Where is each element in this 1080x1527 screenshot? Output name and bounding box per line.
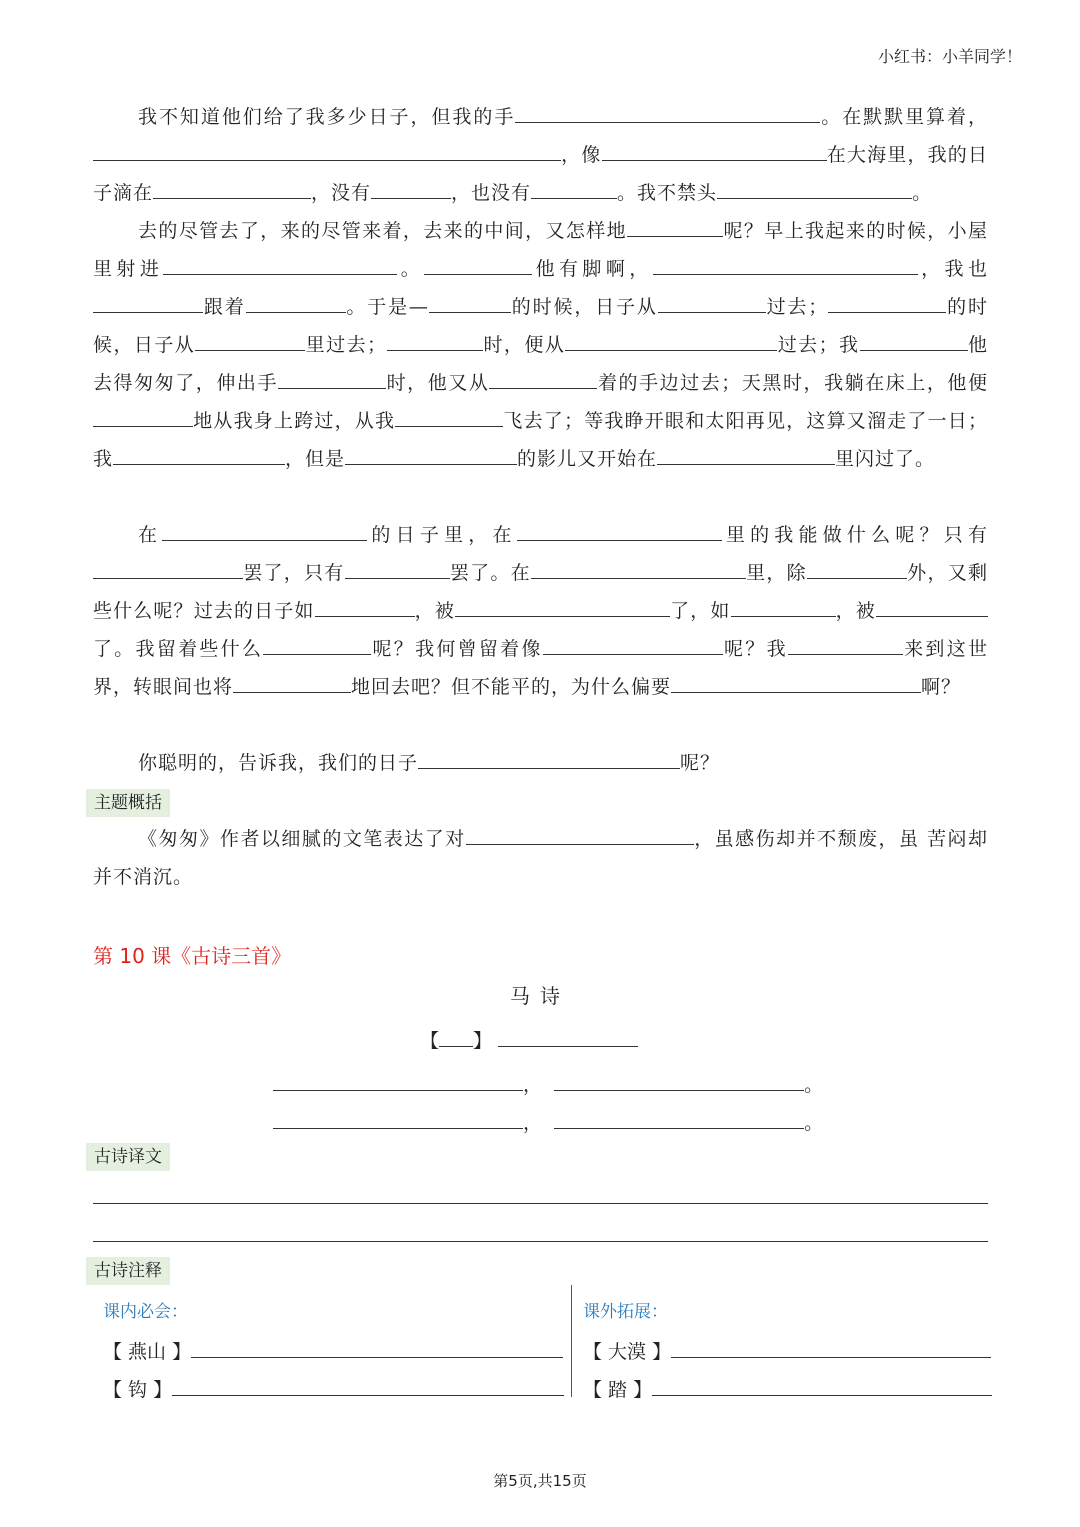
dynasty-blank[interactable] — [439, 1022, 473, 1047]
translation-line-1[interactable] — [93, 1203, 988, 1204]
fill-blank[interactable] — [657, 440, 835, 465]
poem-line-2: ， 。 — [273, 1104, 823, 1135]
extension-heading: 课外拓展： — [583, 1302, 668, 1322]
fill-blank[interactable] — [489, 364, 597, 389]
passage-paragraph-3: 在 的日子里，在 里的我能做什么呢？只有罢了，只有 罢了。在 里，除 外，又剩些什么呢？过去的日子如 ，被 了，如 ，被了。我留着些什么 呢？我何曾留着像 呢？我 来到这世界，转眼间也将 地回去吧？但不能平的，为什么偏要 啊？ — [93, 516, 988, 706]
fill-blank[interactable] — [429, 288, 511, 313]
poem-title: 马诗 — [510, 984, 570, 1008]
notes-tag: 古诗注释 — [86, 1257, 170, 1285]
fill-blank[interactable] — [788, 630, 903, 655]
fill-blank[interactable] — [627, 212, 723, 237]
lesson-title: 第 10 课《古诗三首》 — [93, 944, 292, 968]
in-class-heading: 课内必会： — [103, 1302, 188, 1322]
fill-blank[interactable] — [807, 554, 907, 579]
fill-blank[interactable] — [263, 630, 371, 655]
column-divider — [571, 1285, 572, 1397]
fill-blank[interactable] — [233, 668, 351, 693]
fill-blank[interactable] — [531, 174, 617, 199]
fill-blank[interactable] — [554, 1104, 804, 1129]
fill-blank[interactable] — [93, 554, 243, 579]
fill-blank[interactable] — [246, 288, 346, 313]
fill-blank[interactable] — [371, 174, 451, 199]
fill-blank[interactable] — [163, 250, 397, 275]
fill-blank[interactable] — [162, 516, 367, 541]
theme-summary-tag: 主题概括 — [86, 789, 170, 817]
fill-blank[interactable] — [565, 326, 777, 351]
fill-blank[interactable] — [387, 326, 483, 351]
note-item-damo: 【 大漠 】 — [583, 1333, 991, 1364]
poem-author-line: 【 】 — [420, 1022, 638, 1053]
fill-blank[interactable] — [278, 364, 386, 389]
fill-blank[interactable] — [153, 174, 311, 199]
fill-blank[interactable] — [93, 288, 203, 313]
fill-blank[interactable] — [602, 136, 827, 161]
fill-blank[interactable] — [671, 668, 921, 693]
note-item-ta: 【 踏 】 — [583, 1371, 992, 1402]
fill-blank[interactable] — [424, 250, 532, 275]
fill-blank[interactable] — [345, 440, 517, 465]
fill-blank[interactable] — [554, 1066, 804, 1091]
author-blank[interactable] — [498, 1022, 638, 1047]
fill-blank[interactable] — [395, 402, 503, 427]
fill-blank[interactable] — [93, 402, 193, 427]
fill-blank[interactable] — [515, 98, 820, 123]
translation-tag: 古诗译文 — [86, 1143, 170, 1171]
fill-blank[interactable] — [455, 592, 670, 617]
fill-blank[interactable] — [653, 250, 918, 275]
fill-blank[interactable] — [828, 288, 946, 313]
passage-paragraph-2: 去的尽管去了，来的尽管来着，去来的中间，又怎样地 呢？早上我起来的时候，小屋里射进 。 他有脚啊， ，我也跟着 。于是— 的时候，日子从 过去； 的时候，日子从 里过去； 时，便从 过去；我 他去得匆匆了，伸出手 时，他又从 着的手边过去；天黑时，我躺在床上，他便地从我身上跨过，从我 飞去了；等我睁开眼和太阳再见，这算又溜走了一日；我 ，但是 的影儿又开始在 里闪过了。 — [93, 212, 988, 478]
note-item-gou: 【 钩 】 — [103, 1371, 564, 1402]
fill-blank[interactable] — [113, 440, 285, 465]
passage-paragraph-1: 我不知道他们给了我多少日子，但我的手 。在默默里算着，，像 在大海里，我的日子滴在 ，没有 ，也没有 。我不禁头 。 — [93, 98, 988, 212]
fill-blank[interactable] — [418, 744, 680, 769]
fill-blank[interactable] — [93, 136, 561, 161]
watermark: 小红书：小羊同学！ — [877, 47, 1022, 66]
fill-blank[interactable] — [172, 1371, 564, 1396]
fill-blank[interactable] — [717, 174, 912, 199]
page-number: 第5页,共15页 — [493, 1472, 587, 1490]
fill-blank[interactable] — [315, 592, 415, 617]
fill-blank[interactable] — [273, 1066, 523, 1091]
fill-blank[interactable] — [652, 1371, 992, 1396]
fill-blank[interactable] — [273, 1104, 523, 1129]
fill-blank[interactable] — [671, 1333, 991, 1358]
fill-blank[interactable] — [531, 554, 746, 579]
fill-blank[interactable] — [191, 1333, 563, 1358]
fill-blank[interactable] — [466, 820, 694, 845]
passage-paragraph-4: 你聪明的，告诉我，我们的日子 呢？ — [93, 744, 988, 782]
fill-blank[interactable] — [517, 516, 722, 541]
fill-blank[interactable] — [876, 592, 988, 617]
fill-blank[interactable] — [543, 630, 723, 655]
translation-line-2[interactable] — [93, 1241, 988, 1242]
theme-summary-text: 《匆匆》作者以细腻的文笔表达了对 ，虽感伤却并不颓废，虽 苦闷却并不消沉。 — [93, 820, 988, 896]
fill-blank[interactable] — [860, 326, 968, 351]
fill-blank[interactable] — [658, 288, 766, 313]
fill-blank[interactable] — [195, 326, 305, 351]
note-item-yanshan: 【 燕山 】 — [103, 1333, 563, 1364]
poem-line-1: ， 。 — [273, 1066, 823, 1097]
fill-blank[interactable] — [345, 554, 450, 579]
fill-blank[interactable] — [731, 592, 836, 617]
